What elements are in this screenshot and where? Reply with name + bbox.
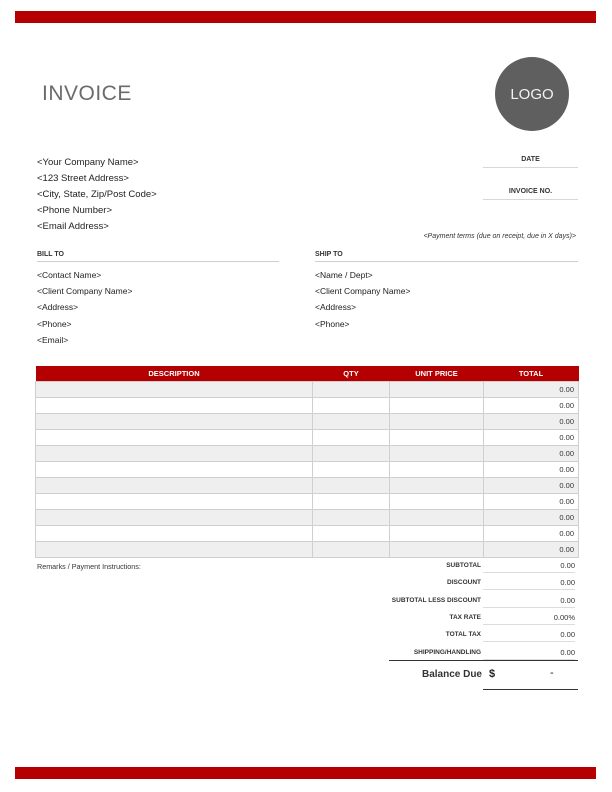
balance-due-amount[interactable]: - — [550, 667, 554, 679]
unit-price-cell[interactable] — [390, 414, 484, 430]
table-row — [36, 494, 579, 510]
subtotal-value[interactable]: 0.00 — [483, 561, 575, 573]
unit-price-cell[interactable] — [390, 542, 484, 558]
description-header: DESCRIPTION — [36, 366, 313, 382]
tax-rate-value[interactable]: 0.00% — [483, 613, 575, 625]
total-cell[interactable]: 0.00 — [484, 446, 579, 462]
qty-cell[interactable] — [313, 510, 390, 526]
company-name: <Your Company Name> — [37, 157, 139, 168]
ship-to-address — [315, 267, 410, 332]
payment-terms: <Payment terms (due on receipt, due in X days)> — [423, 233, 576, 240]
invoice-title: INVOICE — [42, 82, 132, 105]
tax-rate-label: TAX RATE — [449, 614, 481, 621]
table-row — [36, 478, 579, 494]
total-cell[interactable]: 0.00 — [484, 510, 579, 526]
subtotal-less-discount-value[interactable]: 0.00 — [483, 596, 575, 608]
unit-price-cell[interactable] — [390, 398, 484, 414]
description-cell[interactable] — [36, 462, 313, 478]
total-cell[interactable]: 0.00 — [484, 542, 579, 558]
qty-cell[interactable] — [313, 398, 390, 414]
unit-price-cell[interactable] — [390, 526, 484, 542]
description-cell[interactable] — [36, 446, 313, 462]
unit-price-header: UNIT PRICE — [390, 366, 484, 382]
ship-to-company: <Client Company Name> — [315, 286, 411, 297]
balance-due-label: Balance Due — [421, 669, 482, 680]
bill-to-email: <Email> — [37, 334, 69, 345]
description-cell[interactable] — [36, 414, 313, 430]
total-cell[interactable]: 0.00 — [484, 478, 579, 494]
unit-price-cell[interactable] — [390, 478, 484, 494]
company-info — [37, 155, 157, 235]
company-phone: <Phone Number> — [37, 204, 112, 216]
unit-price-cell[interactable] — [390, 462, 484, 478]
table-row — [36, 510, 579, 526]
table-row — [36, 382, 579, 398]
description-cell[interactable] — [36, 382, 313, 398]
table-row — [36, 430, 579, 446]
unit-price-cell[interactable] — [390, 494, 484, 510]
ship-to-name: <Name / Dept> — [315, 270, 373, 280]
bill-to-street: <Address> — [37, 302, 79, 313]
unit-price-cell[interactable] — [390, 430, 484, 446]
description-cell[interactable] — [36, 494, 313, 510]
qty-cell[interactable] — [313, 526, 390, 542]
date-label: DATE — [483, 156, 578, 168]
qty-cell[interactable] — [313, 414, 390, 430]
bill-to-company: <Client Company Name> — [37, 286, 133, 297]
description-cell[interactable] — [36, 398, 313, 414]
remarks-label: Remarks / Payment Instructions: — [37, 562, 141, 571]
table-row — [36, 446, 579, 462]
line-items-body — [36, 382, 579, 558]
total-cell[interactable]: 0.00 — [484, 430, 579, 446]
description-cell[interactable] — [36, 526, 313, 542]
unit-price-cell[interactable] — [390, 510, 484, 526]
table-row — [36, 542, 579, 558]
total-cell[interactable]: 0.00 — [484, 526, 579, 542]
description-cell[interactable] — [36, 542, 313, 558]
table-row — [36, 414, 579, 430]
balance-due-currency: $ — [489, 668, 496, 680]
shipping-handling-value[interactable]: 0.00 — [483, 648, 575, 660]
logo-placeholder: LOGO — [495, 57, 569, 131]
ship-to-street: <Address> — [315, 302, 357, 313]
total-cell[interactable]: 0.00 — [484, 462, 579, 478]
unit-price-cell[interactable] — [390, 446, 484, 462]
table-row — [36, 526, 579, 542]
total-cell[interactable]: 0.00 — [484, 414, 579, 430]
subtotal-less-discount-label: SUBTOTAL LESS DISCOUNT — [391, 597, 481, 604]
table-row — [36, 462, 579, 478]
ship-to-phone: <Phone> — [315, 318, 350, 329]
table-row — [36, 398, 579, 414]
bill-to-phone: <Phone> — [37, 318, 72, 329]
table-header-row — [36, 366, 579, 382]
total-tax-label: TOTAL TAX — [445, 631, 481, 638]
subtotal-label: SUBTOTAL — [446, 562, 481, 569]
qty-cell[interactable] — [313, 382, 390, 398]
bill-to-label: BILL TO — [37, 251, 279, 262]
bill-to-contact: <Contact Name> — [37, 270, 102, 280]
total-cell[interactable]: 0.00 — [484, 494, 579, 510]
shipping-handling-label: SHIPPING/HANDLING — [413, 649, 481, 656]
invoice-no-label: INVOICE NO. — [483, 188, 578, 200]
bottom-accent-bar — [15, 767, 596, 779]
total-cell[interactable]: 0.00 — [484, 398, 579, 414]
total-tax-value[interactable]: 0.00 — [483, 630, 575, 642]
qty-cell[interactable] — [313, 430, 390, 446]
balance-divider — [389, 660, 578, 661]
balance-underline — [483, 689, 578, 690]
unit-price-cell[interactable] — [390, 382, 484, 398]
top-accent-bar — [15, 11, 596, 23]
qty-cell[interactable] — [313, 494, 390, 510]
qty-cell[interactable] — [313, 478, 390, 494]
ship-to-label: SHIP TO — [315, 251, 578, 262]
line-items-table — [35, 366, 579, 558]
qty-cell[interactable] — [313, 542, 390, 558]
qty-header: QTY — [313, 366, 390, 382]
description-cell[interactable] — [36, 478, 313, 494]
company-city: <City, State, Zip/Post Code> — [37, 188, 157, 200]
qty-cell[interactable] — [313, 446, 390, 462]
description-cell[interactable] — [36, 510, 313, 526]
total-header: TOTAL — [484, 366, 579, 382]
total-cell[interactable]: 0.00 — [484, 382, 579, 398]
company-street: <123 Street Address> — [37, 172, 129, 184]
qty-cell[interactable] — [313, 462, 390, 478]
discount-label: DISCOUNT — [447, 579, 481, 586]
bill-to-address — [37, 267, 132, 348]
description-cell[interactable] — [36, 430, 313, 446]
discount-value[interactable]: 0.00 — [483, 578, 575, 590]
company-email: <Email Address> — [37, 220, 109, 232]
